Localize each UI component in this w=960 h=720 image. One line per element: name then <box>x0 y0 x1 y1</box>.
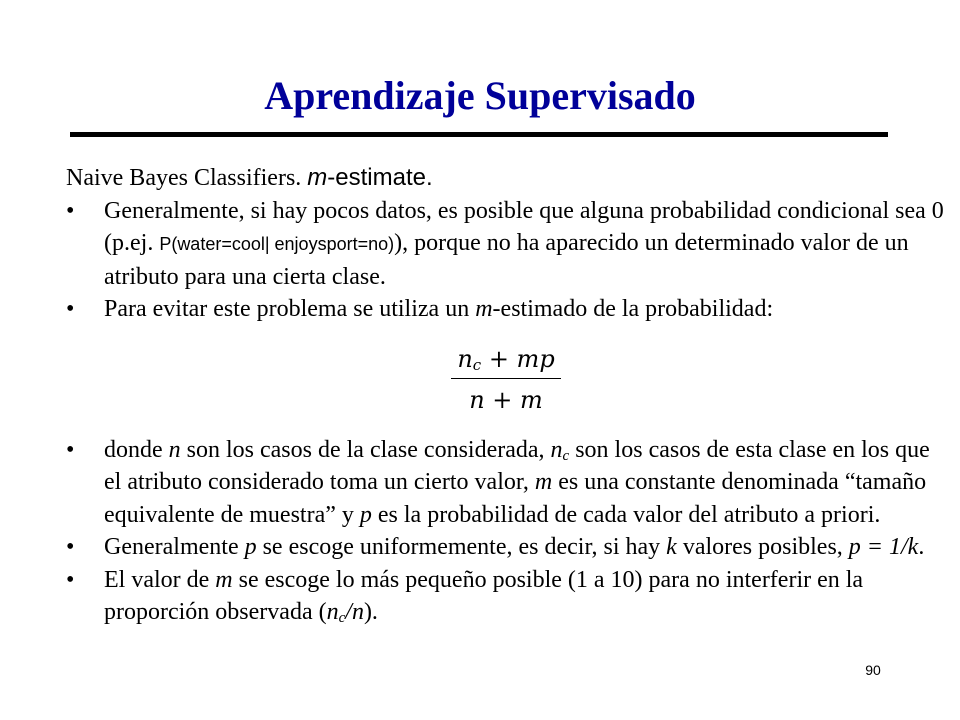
slide-body <box>66 162 946 629</box>
intro-text: Naive Bayes Classifiers. <box>66 165 308 191</box>
nc-subscript: c <box>562 447 570 464</box>
p-variable: p <box>244 534 257 560</box>
intro-line <box>66 162 946 195</box>
formula-denominator <box>463 379 549 415</box>
bullet-text: ), porque no ha aparecido un determinado valor de un atributo para una cierta clase. <box>104 230 909 290</box>
bullet-item <box>66 195 946 294</box>
n-variable: n <box>168 436 181 463</box>
bullet-item <box>66 434 946 532</box>
bullet-text: es una constante denominada “tamaño equivalente de muestra” y <box>104 469 927 528</box>
bullet-list-bottom <box>66 434 946 629</box>
formula-numerator <box>451 344 560 378</box>
m-variable: m <box>534 469 553 495</box>
bullet-text: se escoge lo más pequeño posible (1 a 10) para no interferir en la proporción observada ( <box>104 566 864 625</box>
bullet-text: Generalmente <box>104 534 245 560</box>
bullet-item <box>66 531 946 564</box>
bullet-text: -estimado de la probabilidad: <box>492 296 774 322</box>
formula-n: n <box>457 344 473 373</box>
bullet-dot-icon: • <box>66 436 75 463</box>
bullet-text: Generalmente, si hay pocos datos, es posible que alguna probabilidad condicional sea 0 (p.ej. <box>104 197 944 256</box>
formula-sub-c: c <box>472 355 482 374</box>
nc-variable: n <box>550 436 563 463</box>
bullet-text: es la probabilidad de cada valor del atributo a priori. <box>371 501 881 528</box>
bullet-text: son los casos de esta clase en los que el atributo considerado toma un cierto valor, <box>104 436 930 495</box>
m-variable: m <box>215 566 233 593</box>
bullet-dot-icon: • <box>66 566 75 593</box>
bullet-text: se escoge uniformemente, es decir, si hay <box>256 534 667 560</box>
p-variable: p <box>359 501 372 528</box>
bullet-text: valores posibles, <box>676 534 849 560</box>
bullet-dot-icon: • <box>66 197 75 224</box>
title-divider <box>70 132 888 137</box>
n-variable: n <box>351 599 364 625</box>
bullet-item <box>66 564 946 629</box>
formula-num-rest: + mp <box>481 344 555 373</box>
k-variable: k <box>666 534 677 560</box>
intro-m-suffix: -estimate. <box>327 164 433 191</box>
nc-subscript: c <box>338 610 346 626</box>
probability-example: P(water=cool| enjoysport=no) <box>159 234 395 254</box>
bullet-dot-icon: • <box>66 296 75 322</box>
ratio-slash: / <box>345 599 352 625</box>
bullet-list-top <box>66 195 946 326</box>
m-variable: m <box>475 296 493 322</box>
bullet-item <box>66 293 946 326</box>
formula-den-text: n + m <box>469 386 543 415</box>
page-number: 90 <box>865 662 881 678</box>
m-estimate-formula <box>66 326 946 434</box>
bullet-text: son los casos de la clase considerada, <box>180 436 551 463</box>
bullet-text: El valor de <box>104 566 216 593</box>
bullet-text: . <box>918 534 925 560</box>
slide-title: Aprendizaje Supervisado <box>264 73 696 118</box>
bullet-dot-icon: • <box>66 534 75 560</box>
intro-m-letter: m <box>307 164 328 191</box>
p-equals-expression: p = 1/k <box>848 534 919 560</box>
nc-variable: n <box>326 599 339 625</box>
bullet-text: donde <box>104 436 169 463</box>
bullet-text: Para evitar este problema se utiliza un <box>104 296 476 322</box>
bullet-text: ). <box>363 599 378 625</box>
formula-fraction <box>451 344 560 416</box>
